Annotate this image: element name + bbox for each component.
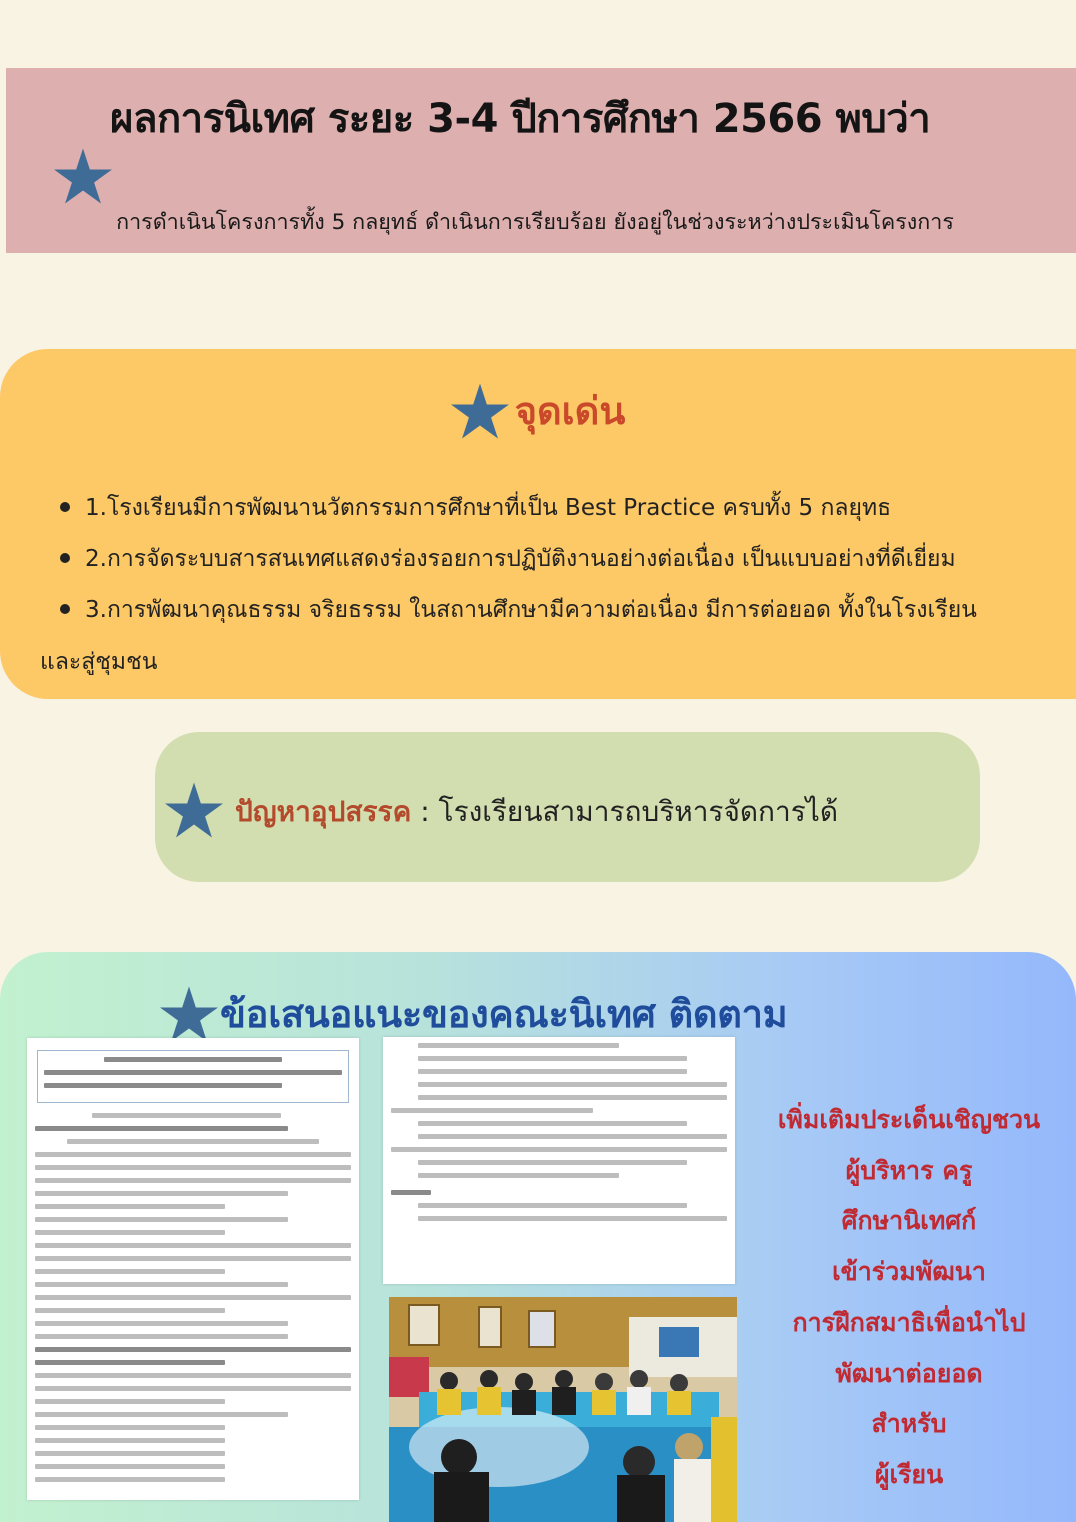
star-icon — [165, 782, 223, 838]
highlights-title: จุดเด่น — [514, 389, 626, 433]
highlights-heading — [0, 380, 1076, 441]
highlight-item-continuation: และสู่ชุมชน — [40, 649, 158, 675]
suggestions-heading — [160, 983, 787, 1044]
page-title: ผลการนิเทศ ระยะ 3-4 ปีการศึกษา 2566 พบว่า — [110, 96, 931, 142]
highlight-item-text: 1.โรงเรียนมีการพัฒนานวัตกรรมการศึกษาที่เป็น Best Practice ครบทั้ง 5 กลยุทธ — [85, 495, 892, 521]
star-icon — [451, 383, 509, 439]
suggestions-text — [742, 1095, 1076, 1501]
scanned-document-image — [383, 1037, 735, 1284]
document-header-box — [37, 1050, 349, 1103]
highlight-item — [60, 592, 977, 628]
page-subtitle: การดำเนินโครงการทั้ง 5 กลยุทธ์ ดำเนินการเรียบร้อย ยังอยู่ในช่วงระหว่างประเมินโครงการ — [116, 210, 954, 235]
problem-text: โรงเรียนสามารถบริหารจัดการได้ — [438, 795, 839, 828]
bullet-icon — [60, 502, 70, 512]
scanned-document-image — [27, 1038, 359, 1500]
bullet-icon — [60, 553, 70, 563]
problem-label: ปัญหาอุปสรรค — [235, 795, 412, 828]
suggestion-line: ศึกษานิเทศก์ — [841, 1206, 977, 1236]
problem-statement — [235, 790, 838, 834]
highlight-item-text: 3.การพัฒนาคุณธรรม จริยธรรม ในสถานศึกษามีความต่อเนื่อง มีการต่อยอด ทั้งในโรงเรียน — [85, 597, 977, 623]
suggestions-title: ข้อเสนอแนะของคณะนิเทศ ติดตาม — [220, 992, 788, 1036]
highlight-item-text: 2.การจัดระบบสารสนเทศแสดงร่องรอยการปฏิบัติงานอย่างต่อเนื่อง เป็นแบบอย่างที่ดีเยี่ยม — [85, 546, 956, 572]
suggestion-line: พัฒนาต่อยอด — [835, 1358, 983, 1388]
star-icon — [160, 986, 218, 1042]
bullet-icon — [60, 604, 70, 614]
suggestion-line: สำหรับ — [871, 1409, 947, 1439]
problem-separator: : — [411, 795, 439, 828]
suggestion-line: ผู้บริหาร ครู — [845, 1155, 973, 1185]
highlight-item — [60, 490, 891, 526]
highlight-item — [60, 541, 956, 577]
suggestion-line: เพิ่มเติมประเด็นเชิญชวน — [777, 1105, 1041, 1134]
star-icon — [54, 148, 112, 204]
suggestion-line: เข้าร่วมพัฒนา — [832, 1257, 986, 1287]
suggestion-line: ผู้เรียน — [874, 1459, 944, 1489]
meeting-photo — [389, 1297, 737, 1522]
problem-panel — [155, 732, 980, 882]
suggestion-line: การฝึกสมาธิเพื่อนำไป — [792, 1307, 1026, 1337]
